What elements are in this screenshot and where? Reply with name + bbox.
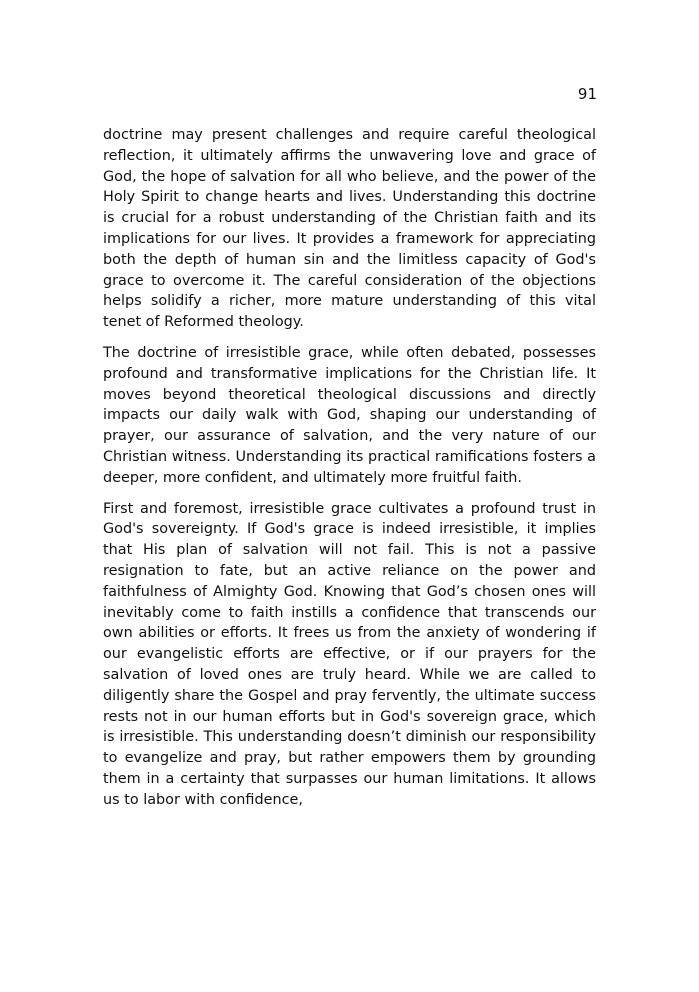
paragraph: doctrine may present challenges and require careful theological reflection, it ultimately affirms the unwavering love and grace of God, the hope of salvation for all who believe, and the power of the Holy Spirit to change hearts and lives. Understanding this doctrine is crucial for a robust understanding of the Christian faith and its implications for our lives. It provides a framework for appreciating both the depth of human sin and the limitless capacity of God's grace to overcome it. The careful consideration of the objections helps solidify a richer, more mature understanding of this vital tenet of Reformed theology.	[103, 127, 596, 331]
page-number: 91	[577, 85, 597, 103]
paragraph: First and foremost, irresistible grace cultivates a profound trust in God's sovereignty. If God's grace is indeed irresistible, it implies that His plan of salvation will not fail. This is not a passive resignation to fate, but an active reliance on the power and faithfulness of Almighty God. Knowing that God’s chosen ones will inevitably come to faith instills a confidence that transcends our own abilities or efforts. It frees us from the anxiety of wondering if our evangelistic efforts are effective, or if our prayers for the salvation of loved ones are truly heard. While we are called to diligently share the Gospel and pray fervently, the ultimate success rests not in our human efforts but in God's sovereign grace, which is irresistible. This understanding doesn’t diminish our responsibility to evangelize and pray, but rather empowers them by grounding them in a certainty that surpasses our human limitations. It allows us to labor with confidence,	[103, 500, 596, 808]
page-body	[103, 125, 596, 821]
paragraph: The doctrine of irresistible grace, while often debated, possesses profound and transformative implications for the Christian life. It moves beyond theoretical theological discussions and directly impacts our daily walk with God, shaping our understanding of prayer, our assurance of salvation, and the very nature of our Christian witness. Understanding its practical ramifications fosters a deeper, more confident, and ultimately more fruitful faith.	[103, 344, 596, 486]
